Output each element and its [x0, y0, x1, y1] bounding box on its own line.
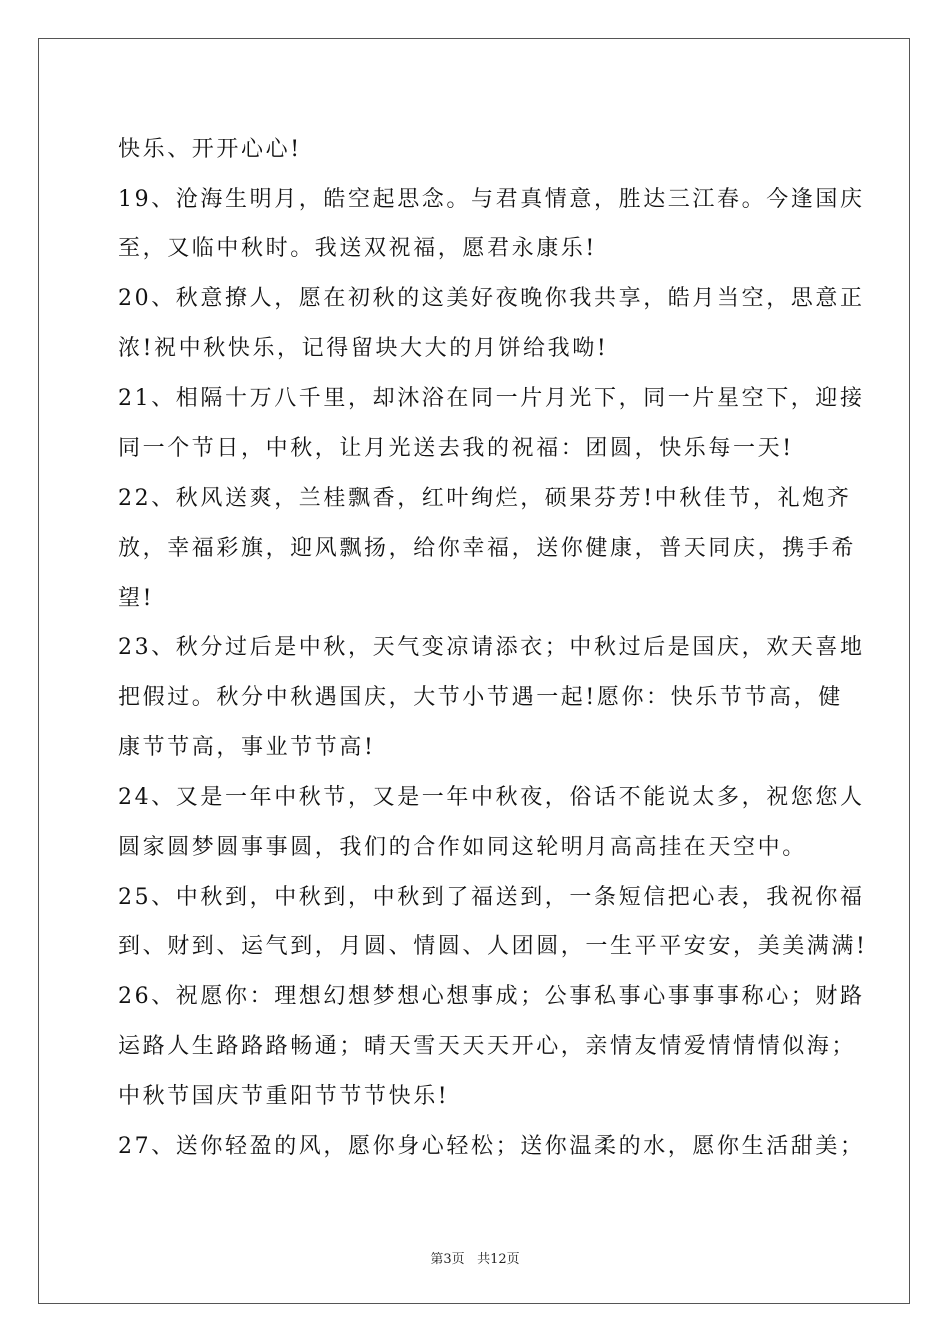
text-line: 27、送你轻盈的风，愿你身心轻松；送你温柔的水，愿你生活甜美；	[118, 1134, 865, 1159]
page-border	[38, 38, 910, 1304]
text-line: 26、祝愿你：理想幻想梦想心想事成；公事私事心事事事称心；财路	[118, 984, 865, 1009]
text-line: 22、秋风送爽，兰桂飘香，红叶绚烂，硕果芬芳!中秋佳节，礼炮齐	[118, 486, 852, 511]
text-line: 23、秋分过后是中秋，天气变凉请添衣；中秋过后是国庆，欢天喜地	[118, 635, 865, 660]
text-line: 25、中秋到，中秋到，中秋到了福送到，一条短信把心表，我祝你福	[118, 885, 865, 910]
text-line: 至，又临中秋时。我送双祝福，愿君永康乐!	[118, 236, 597, 261]
text-line: 望!	[118, 586, 155, 611]
text-line: 中秋节国庆节重阳节节节快乐!	[118, 1084, 450, 1109]
text-line: 19、沧海生明月，皓空起思念。与君真情意，胜达三江春。今逢国庆	[118, 187, 865, 212]
text-line: 把假过。秋分中秋遇国庆，大节小节遇一起!愿你：快乐节节高，健	[118, 685, 843, 710]
text-line: 圆家圆梦圆事事圆，我们的合作如同这轮明月高高挂在天空中。	[118, 835, 807, 860]
page-number: 第3页	[430, 1252, 465, 1267]
text-line: 运路人生路路路畅通；晴天雪天天天开心，亲情友情爱情情情似海；	[118, 1034, 857, 1059]
text-line: 21、相隔十万八千里，却沐浴在同一片月光下，同一片星空下，迎接	[118, 386, 865, 411]
text-line: 浓!祝中秋快乐，记得留块大大的月饼给我呦!	[118, 336, 609, 361]
page-total: 共12页	[477, 1252, 520, 1267]
text-line: 康节节高，事业节节高!	[118, 735, 376, 760]
text-line: 同一个节日，中秋，让月光送去我的祝福：团圆，快乐每一天!	[118, 436, 794, 461]
text-line: 到、财到、运气到，月圆、情圆、人团圆，一生平平安安，美美满满!	[118, 934, 868, 959]
page-footer	[0, 1248, 950, 1267]
text-line: 20、秋意撩人，愿在初秋的这美好夜晚你我共享，皓月当空，思意正	[118, 286, 865, 311]
text-line: 放，幸福彩旗，迎风飘扬，给你幸福，送你健康，普天同庆，携手希	[118, 536, 857, 561]
text-line: 快乐、开开心心!	[118, 137, 302, 162]
text-line: 24、又是一年中秋节，又是一年中秋夜，俗话不能说太多，祝您您人	[118, 785, 865, 810]
